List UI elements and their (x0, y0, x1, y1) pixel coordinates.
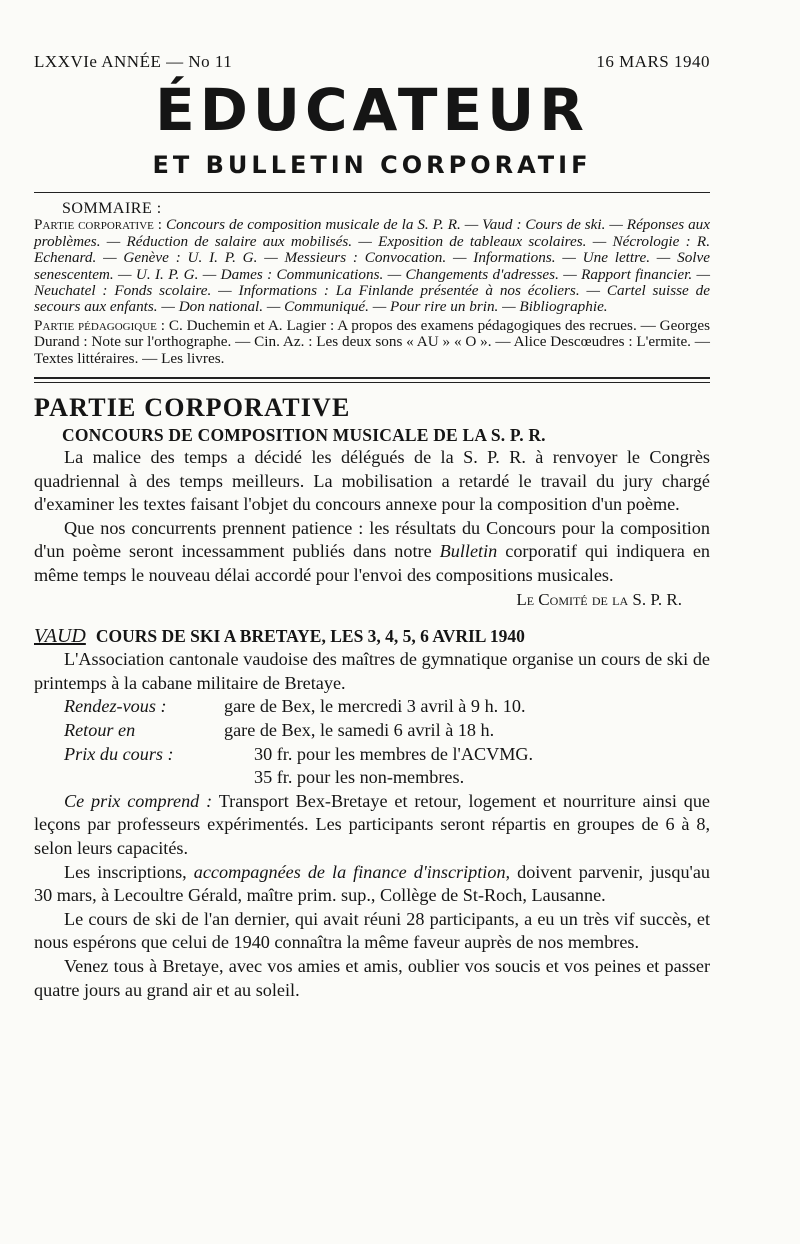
paragraph: Ce prix comprend : Transport Bex-Bretaye et retour, logement et nourriture ainsi que leçons par professeurs expérimentés. Les participants seront répartis en groupes de 6 à 8, selon leurs capacités. (34, 790, 710, 858)
info-value: gare de Bex, le mercredi 3 avril à 9 h. 10. (224, 696, 526, 717)
vaud-heading (34, 625, 710, 648)
issue-date: 16 MARS 1940 (596, 52, 710, 71)
journal-subtitle: ET BULLETIN CORPORATIF (152, 151, 592, 179)
journal-title: ÉDUCATEUR (155, 76, 589, 144)
masthead (34, 78, 710, 180)
divider (34, 192, 710, 193)
info-retour (34, 719, 710, 743)
info-value: gare de Bex, le samedi 6 avril à 18 h. (224, 720, 495, 740)
journal-page (34, 52, 710, 1002)
info-prix-2 (34, 766, 710, 790)
paragraph: Que nos concurrents prennent patience : les résultats du Concours pour la composition d'un poème seront incessamment publiés dans notre Bulletin corporatif qui indiquera en même temps le nouveau délai accordé pour l'envoi des compositions musicales. (34, 517, 711, 586)
article-heading: CONCOURS DE COMPOSITION MUSICALE DE LA S. P. R. (62, 425, 546, 446)
paragraph: Les inscriptions, accompagnées de la finance d'inscription, doivent parvenir, jusqu'au 30 mars, à Lecoultre Gérald, maître prim. sup., Collège de St-Roch, Lausanne. (34, 861, 710, 906)
info-value: 30 fr. pour les membres de l'ACVMG. (254, 743, 534, 764)
info-value: 35 fr. pour les non-membres. (254, 767, 465, 788)
issue-line (34, 52, 710, 72)
info-label: Retour en (64, 720, 136, 740)
toc-pedagogique-text: C. Duchemin et A. Lagier : A propos des examens pédagogiques des recrues. — Georges Durand : Note sur l'orthographe. — Cin. Az. : Les deux sons « AU » « O ». — Alice Descœudres : L'ermite. — Textes littéraires. — Les livres. (34, 316, 711, 367)
toc-heading: SOMMAIRE : (62, 200, 162, 217)
paragraph: Le cours de ski de l'an dernier, qui avait réuni 28 participants, a eu un très vif succès, et nous espérons que celui de 1940 connaîtra la même faveur auprès de nos membres. (34, 908, 710, 953)
toc-pedagogique (34, 318, 710, 367)
toc-corporative-text: Concours de composition musicale de la S. P. R. — Vaud : Cours de ski. — Réponses aux problèmes. — Réduction de salaire aux mobilisés. — Exposition de tableaux scolaires. — Nécrologie : R. Echenard. — Genève : U. I. P. G. — Messieurs : Convocation. — Informations. — Une lettre. — Solve senescentem. — U. I. P. G. — Dames : Communications. — Changements d'adresses. — Rapport financier. — Neuchatel : Fonds scolaire. — Informations : La Finlande présentée à nos écoliers. — Cartel suisse de secours aux enfants. — Don national. — Communiqué. — Pour rire un brin. — Bibliographie. (34, 216, 711, 316)
table-of-contents (34, 201, 710, 367)
toc-pedagogique-label: Partie pédagogique : (34, 316, 165, 334)
toc-corporative-label: Partie corporative : (34, 216, 163, 234)
article-ski (34, 648, 710, 1002)
info-rendezvous (34, 695, 710, 719)
toc-corporative (34, 217, 710, 315)
region-label: VAUD (34, 625, 86, 648)
section-title: PARTIE CORPORATIVE (34, 393, 351, 423)
info-prix (34, 743, 710, 767)
info-label: Prix du cours : (64, 743, 174, 764)
paragraph: Venez tous à Bretaye, avec vos amies et amis, oublier vos soucis et vos peines et passer quatre jours au grand air et au soleil. (34, 955, 710, 1000)
info-label: Rendez-vous : (64, 696, 167, 717)
signature: Le Comité de la S. P. R. (516, 589, 682, 609)
issue-number: LXXVIe ANNÉE — No 11 (34, 52, 233, 71)
article-concours (34, 446, 710, 611)
paragraph: La malice des temps a décidé les délégués de la S. P. R. à renvoyer le Congrès quadriennal à des temps meilleurs. La mobilisation a retardé le travail du jury chargé d'examiner les textes faisant l'objet du concours annexe pour la composition d'un poème. (34, 447, 710, 515)
paragraph: L'Association cantonale vaudoise des maîtres de gymnatique organise un cours de ski de printemps à la cabane militaire de Bretaye. (34, 649, 710, 693)
article-heading: COURS DE SKI A BRETAYE, LES 3, 4, 5, 6 AVRIL 1940 (95, 626, 525, 647)
double-divider (34, 377, 710, 383)
